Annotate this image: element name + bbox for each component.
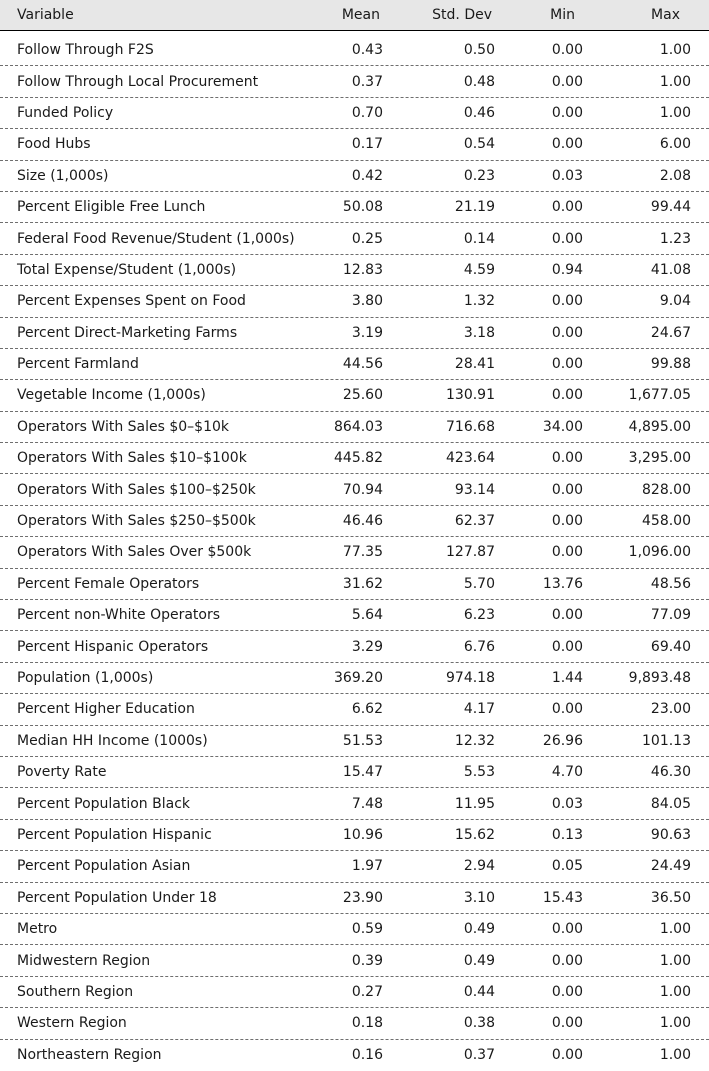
cell-max: 9.04	[659, 293, 691, 310]
cell-mean: 51.53	[342, 732, 383, 749]
cell-variable: Southern Region	[17, 983, 134, 1000]
cell-variable: Funded Policy	[17, 104, 114, 121]
cell-mean: 10.96	[342, 826, 383, 843]
table-row	[0, 412, 709, 443]
cell-min: 0.00	[551, 356, 583, 373]
cell-variable: Food Hubs	[17, 136, 91, 153]
cell-max: 458.00	[642, 513, 691, 530]
cell-max: 4,895.00	[628, 418, 691, 435]
cell-max: 101.13	[642, 732, 691, 749]
cell-min: 0.03	[551, 167, 583, 184]
cell-variable: Operators With Sales $10–$100k	[17, 450, 247, 467]
cell-std-dev: 716.68	[446, 418, 495, 435]
cell-mean: 1.97	[351, 858, 383, 875]
cell-std-dev: 0.37	[463, 1047, 495, 1064]
cell-max: 23.00	[650, 701, 691, 718]
cell-std-dev: 0.50	[463, 42, 495, 59]
table-row	[0, 977, 709, 1008]
cell-std-dev: 423.64	[446, 450, 495, 467]
cell-mean: 15.47	[342, 764, 383, 781]
cell-max: 1.00	[659, 104, 691, 121]
cell-min: 0.00	[551, 952, 583, 969]
table-row	[0, 35, 709, 66]
cell-max: 1.00	[659, 983, 691, 1000]
cell-mean: 77.35	[342, 544, 383, 561]
cell-max: 1.23	[659, 230, 691, 247]
cell-std-dev: 0.38	[463, 1015, 495, 1032]
table-row	[0, 914, 709, 945]
cell-std-dev: 974.18	[446, 670, 495, 686]
cell-std-dev: 5.53	[463, 764, 495, 781]
cell-mean: 12.83	[342, 261, 383, 278]
cell-variable: Vegetable Income (1,000s)	[17, 387, 206, 404]
header-std-dev: Std. Dev	[432, 7, 492, 23]
table-row	[0, 1008, 709, 1039]
cell-min: 0.00	[551, 983, 583, 1000]
cell-max: 90.63	[650, 826, 691, 843]
cell-mean: 0.42	[351, 167, 383, 184]
cell-std-dev: 11.95	[454, 795, 495, 812]
cell-std-dev: 12.32	[454, 732, 495, 749]
cell-min: 4.70	[551, 764, 583, 781]
cell-max: 84.05	[650, 795, 691, 812]
table-row	[0, 788, 709, 819]
cell-std-dev: 127.87	[446, 544, 495, 561]
cell-mean: 0.39	[351, 952, 383, 969]
cell-mean: 3.29	[351, 638, 383, 655]
table-row	[0, 726, 709, 757]
cell-max: 77.09	[650, 607, 691, 624]
cell-max: 1.00	[659, 42, 691, 59]
table-row	[0, 66, 709, 97]
cell-min: 0.05	[551, 858, 583, 875]
cell-mean: 6.62	[351, 701, 383, 718]
table-row	[0, 600, 709, 631]
cell-variable: Percent non-White Operators	[17, 607, 221, 624]
cell-variable: Percent Population Black	[17, 795, 191, 812]
cell-variable: Percent Population Under 18	[17, 889, 217, 906]
cell-mean: 3.80	[351, 293, 383, 310]
cell-min: 0.00	[551, 324, 583, 341]
cell-std-dev: 5.70	[463, 575, 495, 592]
cell-min: 0.03	[551, 795, 583, 812]
table-row	[0, 98, 709, 129]
table-row	[0, 757, 709, 788]
cell-std-dev: 0.49	[463, 952, 495, 969]
cell-mean: 25.60	[342, 387, 383, 404]
table-row	[0, 380, 709, 411]
cell-min: 0.00	[551, 513, 583, 530]
cell-min: 0.00	[551, 42, 583, 59]
table-row	[0, 631, 709, 662]
cell-variable: Follow Through Local Procurement	[17, 73, 259, 90]
cell-min: 0.00	[551, 230, 583, 247]
cell-variable: Percent Female Operators	[17, 575, 200, 592]
cell-std-dev: 130.91	[446, 387, 495, 404]
cell-std-dev: 0.49	[463, 921, 495, 938]
cell-max: 36.50	[650, 889, 691, 906]
cell-min: 0.00	[551, 73, 583, 90]
cell-mean: 0.43	[351, 42, 383, 59]
header-mean: Mean	[341, 7, 380, 23]
cell-mean: 23.90	[342, 889, 383, 906]
cell-variable: Operators With Sales $250–$500k	[17, 513, 256, 530]
table-row	[0, 694, 709, 725]
cell-std-dev: 3.18	[463, 324, 495, 341]
cell-max: 3,295.00	[628, 450, 691, 467]
table-row	[0, 129, 709, 160]
table-row	[0, 851, 709, 882]
cell-variable: Total Expense/Student (1,000s)	[17, 261, 237, 278]
table-row	[0, 192, 709, 223]
cell-min: 0.13	[551, 826, 583, 843]
cell-std-dev: 93.14	[454, 481, 495, 498]
cell-std-dev: 3.10	[463, 889, 495, 906]
cell-min: 0.00	[551, 701, 583, 718]
cell-variable: Median HH Income (1000s)	[17, 732, 208, 749]
cell-variable: Percent Expenses Spent on Food	[17, 293, 246, 310]
cell-max: 1,096.00	[628, 544, 691, 561]
cell-min: 0.00	[551, 104, 583, 121]
table-row	[0, 474, 709, 505]
cell-mean: 0.37	[351, 73, 383, 90]
cell-mean: 0.18	[351, 1015, 383, 1032]
cell-mean: 7.48	[351, 795, 383, 812]
cell-max: 48.56	[650, 575, 691, 592]
cell-max: 1,677.05	[628, 387, 691, 404]
cell-min: 1.44	[551, 670, 583, 686]
cell-min: 0.94	[551, 261, 583, 278]
cell-mean: 0.27	[351, 983, 383, 1000]
cell-max: 41.08	[650, 261, 691, 278]
table-body	[0, 31, 709, 1071]
cell-min: 0.00	[551, 607, 583, 624]
cell-mean: 31.62	[342, 575, 383, 592]
cell-variable: Operators With Sales $0–$10k	[17, 418, 230, 435]
cell-mean: 0.59	[351, 921, 383, 938]
cell-max: 99.88	[650, 356, 691, 373]
cell-max: 1.00	[659, 921, 691, 938]
cell-max: 2.08	[659, 167, 691, 184]
cell-max: 1.00	[659, 952, 691, 969]
cell-mean: 369.20	[334, 670, 383, 686]
cell-max: 1.00	[659, 1015, 691, 1032]
cell-max: 9,893.48	[628, 670, 691, 686]
table-row	[0, 883, 709, 914]
cell-variable: Midwestern Region	[17, 952, 151, 969]
cell-std-dev: 2.94	[463, 858, 495, 875]
cell-min: 0.00	[551, 199, 583, 216]
cell-mean: 70.94	[342, 481, 383, 498]
cell-mean: 50.08	[342, 199, 383, 216]
table-row	[0, 286, 709, 317]
cell-mean: 0.25	[351, 230, 383, 247]
cell-mean: 46.46	[342, 513, 383, 530]
cell-min: 0.00	[551, 481, 583, 498]
cell-mean: 5.64	[351, 607, 383, 624]
cell-mean: 0.17	[351, 136, 383, 153]
cell-std-dev: 0.48	[463, 73, 495, 90]
cell-std-dev: 0.54	[463, 136, 495, 153]
cell-max: 1.00	[659, 1047, 691, 1064]
table-header	[0, 0, 709, 31]
table-row	[0, 255, 709, 286]
cell-variable: Operators With Sales $100–$250k	[17, 481, 256, 498]
cell-max: 24.67	[650, 324, 691, 341]
table-row	[0, 223, 709, 254]
cell-mean: 445.82	[334, 450, 383, 467]
cell-max: 46.30	[650, 764, 691, 781]
cell-std-dev: 0.46	[463, 104, 495, 121]
header-max: Max	[651, 7, 680, 23]
cell-variable: Percent Hispanic Operators	[17, 638, 209, 655]
cell-variable: Federal Food Revenue/Student (1,000s)	[17, 230, 295, 247]
cell-min: 34.00	[542, 418, 583, 435]
table-row	[0, 506, 709, 537]
cell-variable: Northeastern Region	[17, 1047, 162, 1064]
cell-std-dev: 0.44	[463, 983, 495, 1000]
cell-std-dev: 0.14	[463, 230, 495, 247]
cell-variable: Percent Farmland	[17, 356, 139, 373]
cell-min: 0.00	[551, 921, 583, 938]
cell-variable: Percent Direct-Marketing Farms	[17, 324, 238, 341]
cell-std-dev: 4.59	[463, 261, 495, 278]
cell-std-dev: 28.41	[454, 356, 495, 373]
cell-std-dev: 0.23	[463, 167, 495, 184]
cell-min: 0.00	[551, 544, 583, 561]
table-row	[0, 161, 709, 192]
cell-min: 15.43	[542, 889, 583, 906]
table-row	[0, 537, 709, 568]
table-row	[0, 318, 709, 349]
cell-min: 0.00	[551, 450, 583, 467]
cell-mean: 0.16	[351, 1047, 383, 1064]
cell-variable: Metro	[17, 921, 58, 938]
cell-mean: 3.19	[351, 324, 383, 341]
table-row	[0, 820, 709, 851]
cell-variable: Follow Through F2S	[17, 42, 154, 59]
header-variable: Variable	[17, 7, 74, 23]
table-row	[0, 569, 709, 600]
cell-max: 99.44	[650, 199, 691, 216]
cell-min: 26.96	[542, 732, 583, 749]
cell-variable: Percent Population Hispanic	[17, 826, 212, 843]
cell-mean: 864.03	[334, 418, 383, 435]
cell-min: 13.76	[542, 575, 583, 592]
cell-variable: Western Region	[17, 1015, 127, 1032]
table-row	[0, 443, 709, 474]
table-row	[0, 349, 709, 380]
cell-max: 1.00	[659, 73, 691, 90]
cell-min: 0.00	[551, 387, 583, 404]
cell-mean: 0.70	[351, 104, 383, 121]
cell-min: 0.00	[551, 136, 583, 153]
cell-std-dev: 6.23	[463, 607, 495, 624]
cell-variable: Poverty Rate	[17, 764, 107, 781]
cell-std-dev: 6.76	[463, 638, 495, 655]
cell-std-dev: 62.37	[454, 513, 495, 530]
cell-std-dev: 4.17	[463, 701, 495, 718]
table-row	[0, 663, 709, 694]
cell-variable: Population (1,000s)	[17, 670, 154, 686]
cell-variable: Operators With Sales Over $500k	[17, 544, 252, 561]
cell-max: 6.00	[659, 136, 691, 153]
table-row	[0, 1040, 709, 1071]
cell-std-dev: 1.32	[463, 293, 495, 310]
cell-std-dev: 21.19	[454, 199, 495, 216]
header-min: Min	[550, 7, 575, 23]
cell-min: 0.00	[551, 638, 583, 655]
cell-mean: 44.56	[342, 356, 383, 373]
cell-max: 828.00	[642, 481, 691, 498]
table-row	[0, 945, 709, 976]
cell-min: 0.00	[551, 293, 583, 310]
cell-min: 0.00	[551, 1047, 583, 1064]
cell-variable: Percent Eligible Free Lunch	[17, 199, 206, 216]
cell-std-dev: 15.62	[454, 826, 495, 843]
cell-max: 24.49	[650, 858, 691, 875]
cell-variable: Percent Higher Education	[17, 701, 195, 718]
cell-variable: Percent Population Asian	[17, 858, 191, 875]
cell-max: 69.40	[650, 638, 691, 655]
cell-min: 0.00	[551, 1015, 583, 1032]
cell-variable: Size (1,000s)	[17, 167, 109, 184]
